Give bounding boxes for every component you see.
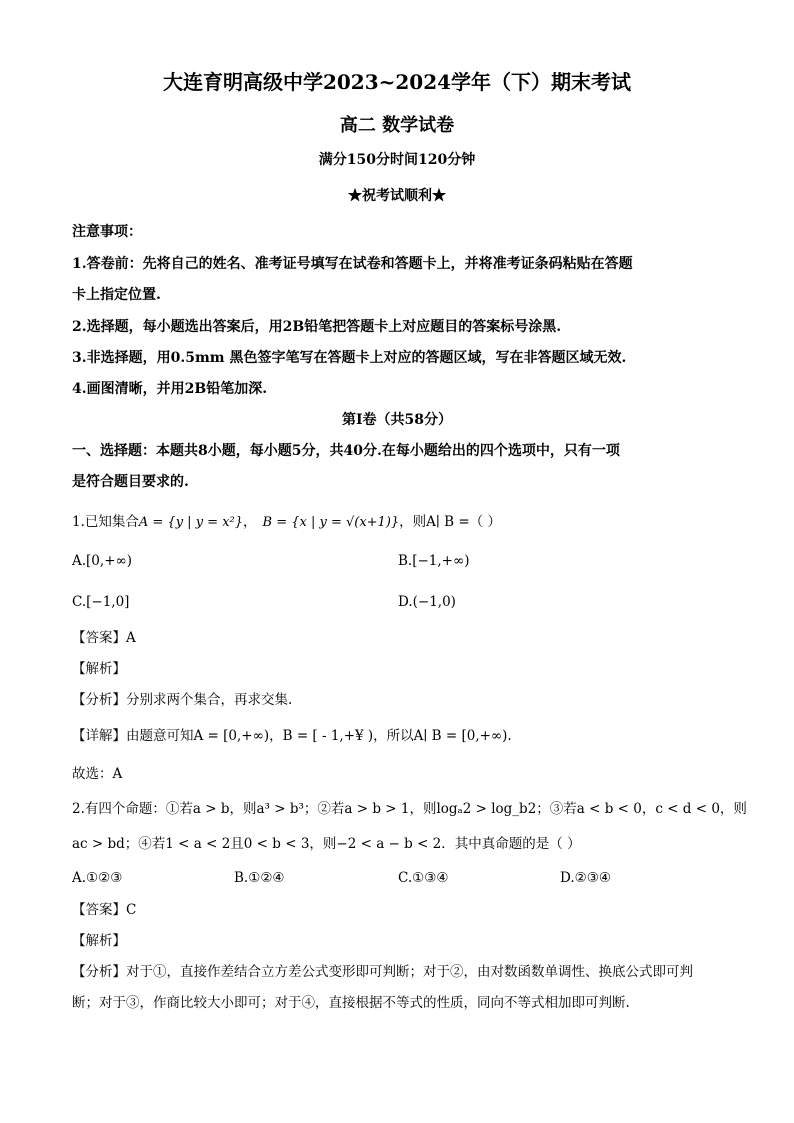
q1-option-b: B.[−1,+∞) bbox=[398, 553, 470, 569]
q1-analysis-label: 【解析】 bbox=[72, 661, 126, 677]
q2-fenxi-line-2: 断；对于③，作商比较大小即可；对于④，直接根据不等式的性质，同向不等式相加即可判断. bbox=[72, 995, 630, 1011]
q1-stem bbox=[72, 512, 501, 533]
q1-set-a: A = {y | y = x²} bbox=[138, 515, 244, 530]
notice-heading: 注意事项： bbox=[72, 224, 142, 240]
section-1-intro-line-2: 是符合题目要求的. bbox=[72, 474, 189, 490]
q1-option-d: D.(−1,0) bbox=[398, 594, 456, 610]
q2-analysis-label: 【解析】 bbox=[72, 933, 126, 949]
section-1-intro-line-1: 一、选择题：本题共8小题，每小题5分，共40分.在每小题给出的四个选项中，只有一项 bbox=[72, 443, 620, 459]
q1-xiangjie: 【详解】由题意可知A = [0,+∞)，B = [ - 1,+¥ )，所以A∣ B = [0,+∞). bbox=[72, 728, 512, 744]
q2-fenxi-line-1: 【分析】对于①，直接作差结合立方差公式变形即可判断；对于②，由对数函数单调性、换底公式即可判 bbox=[72, 964, 693, 980]
q1-stem-prefix: 1.已知集合 bbox=[72, 514, 139, 530]
notice-item-2: 2.选择题，每小题选出答案后，用2B铅笔把答题卡上对应题目的答案标号涂黑. bbox=[72, 319, 562, 335]
exam-title: 大连育明高级中学2023~2024学年（下）期末考试 bbox=[162, 70, 632, 94]
q1-fenxi: 【分析】分别求两个集合，再求交集. bbox=[72, 692, 293, 708]
section-1-heading: 第Ⅰ卷（共58分） bbox=[341, 412, 453, 428]
q2-answer: 【答案】C bbox=[72, 902, 137, 918]
blessing-line: ★祝考试顺利★ bbox=[348, 188, 446, 204]
q1-comma: ， bbox=[243, 514, 257, 530]
q1-set-b: B = {x | y = √(x+1)} bbox=[262, 515, 400, 530]
q2-stem-line-2: ac > bd；④若1 < a < 2且0 < b < 3，则−2 < a − b < 2．其中真命题的是（ ） bbox=[72, 836, 581, 852]
q1-answer: 【答案】A bbox=[72, 630, 136, 646]
score-time-line: 满分150分时间120分钟 bbox=[318, 152, 476, 168]
q2-option-c: C.①③④ bbox=[398, 870, 449, 886]
q2-stem-line-1: 2.有四个命题：①若a > b，则a³ > b³；②若a > b > 1，则logₐ2 > log_b2；③若a < b < 0，c < d < 0，则 bbox=[72, 801, 747, 817]
q2-option-d: D.②③④ bbox=[560, 870, 611, 886]
q1-option-a: A.[0,+∞) bbox=[72, 553, 133, 569]
q2-option-b: B.①②④ bbox=[234, 870, 285, 886]
notice-item-4: 4.画图清晰，并用2B铅笔加深. bbox=[72, 381, 268, 397]
q1-choice: 故选：A bbox=[72, 766, 123, 782]
notice-item-3: 3.非选择题，用0.5mm 黑色签字笔写在答题卡上对应的答题区域，写在非答题区域无效. bbox=[72, 350, 627, 366]
exam-subtitle: 高二 数学试卷 bbox=[339, 115, 455, 136]
notice-item-1-line-1: 1.答卷前：先将自己的姓名、准考证号填写在试卷和答题卡上，并将准考证条码粘贴在答题 bbox=[72, 256, 633, 272]
q1-stem-suffix: ，则A∣ B =（ ） bbox=[399, 514, 501, 530]
notice-item-1-line-2: 卡上指定位置. bbox=[72, 287, 161, 303]
q2-option-a: A.①②③ bbox=[72, 870, 123, 886]
q1-option-c: C.[−1,0] bbox=[72, 594, 130, 610]
